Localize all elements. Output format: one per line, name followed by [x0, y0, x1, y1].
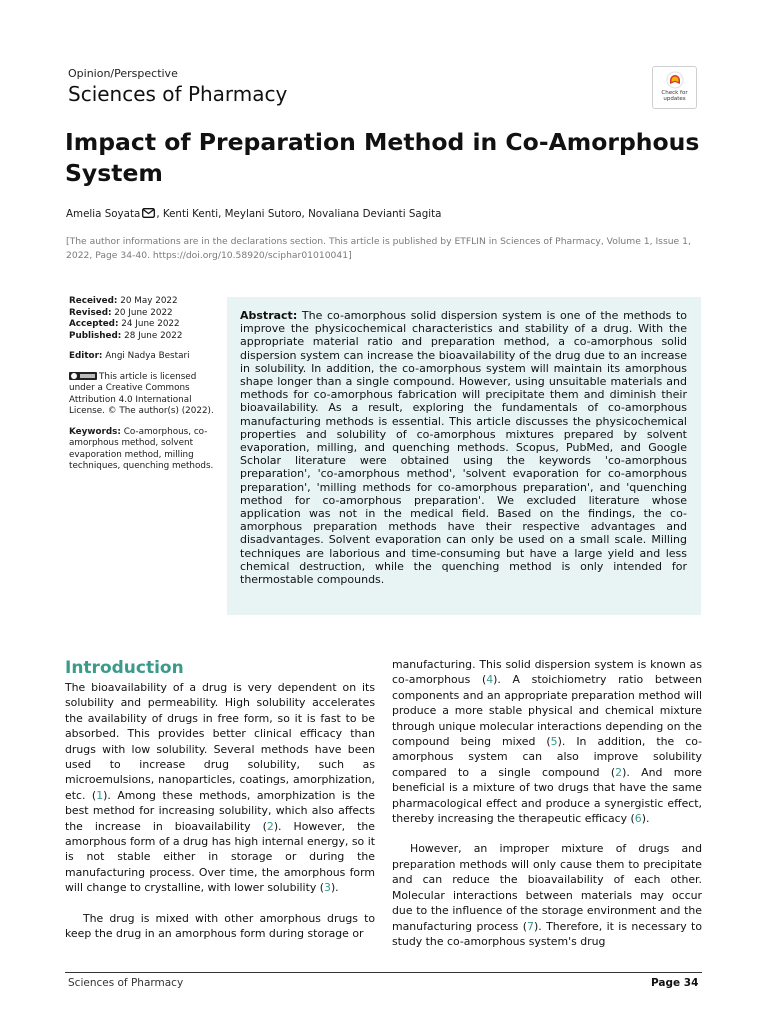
paragraph: The drug is mixed with other amorphous drugs to keep the drug in an amorphous form during storage or	[65, 911, 375, 941]
paragraph: The bioavailability of a drug is very dependent on its solubility and permeability. High solubility accelerates the availability of drugs in free form, so it is fast to be absorbed. This provides better clinical efficacy than drugs with low solubility. Several methods have been used to increase drug solubility, such as microemulsions, nanoparticles, coatings, amorphization, etc. (1). Among these methods, amorphization is the best method for increasing solubility, which also affects the increase in bioavailability (2). However, the amorphous form of a drug has high internal energy, so it is not stable either in storage or during the manufacturing process. Over time, the amorphous form will change to crystalline, with lower solubility (3).	[65, 681, 375, 895]
journal-name: Sciences of Pharmacy	[68, 82, 288, 106]
keywords-block: Keywords: Co-amorphous, co-amorphous method, solvent evaporation method, milling techniques, quenching methods.	[69, 426, 214, 471]
paragraph: However, an improper mixture of drugs and preparation methods will only cause them to precipitate and can reduce the bioavailability of each other. Molecular interactions between materials may occur due to the influence of the storage environment and the manufacturing process (7). Therefore, it is necessary to study the co-amorphous system's drug	[392, 842, 702, 948]
co-authors: , Kenti Kenti, Meylani Sutoro, Novaliana Devianti Sagita	[156, 208, 442, 220]
article-title: Impact of Preparation Method in Co-Amorphous System	[65, 128, 700, 187]
section-heading-introduction: Introduction	[65, 658, 184, 678]
license-block	[69, 372, 221, 418]
footer-divider	[65, 972, 702, 973]
article-sidebar	[69, 296, 221, 482]
footer-journal: Sciences of Pharmacy	[68, 977, 184, 989]
check-for-updates-badge[interactable]	[652, 66, 697, 109]
citation-link[interactable]: 2	[266, 819, 274, 833]
citation-link[interactable]: 2	[615, 765, 623, 779]
check-for-updates-icon	[666, 71, 684, 89]
citation-link[interactable]: 1	[96, 788, 104, 802]
body-column-left	[65, 657, 375, 957]
creative-commons-badge[interactable]	[69, 372, 97, 380]
body-column-right	[392, 657, 702, 964]
abstract-box	[227, 297, 701, 615]
paragraph: manufacturing. This solid dispersion system is known as co-amorphous (4). A stoichiometry ratio between components and an appropriate preparation method will produce a more stable physical and chemical mixture through unique molecular interactions depending on the compound being mixed (5). In addition, the co-amorphous system can also improve solubility compared to a single compound (2). And more beneficial is a mixture of two drugs that have the same pharmacological effect and produce a synergistic effect, thereby increasing the therapeutic efficacy (6).	[392, 658, 703, 826]
citation-link[interactable]: 6	[634, 812, 642, 826]
author-info: [The author informations are in the declarations section. This article is published by ETFLIN in Sciences of Pharmacy, Volume 1, Issue 1, 2022, Page 34-40. https://doi.org/10.58920/sciphar01010041]	[66, 236, 691, 261]
citation-link[interactable]: 3	[324, 881, 331, 895]
citation-link[interactable]: 4	[486, 673, 494, 687]
page-number: Page 34	[651, 977, 699, 989]
citation-link[interactable]: 7	[527, 919, 534, 933]
citation-link[interactable]: 5	[550, 735, 558, 749]
author-list	[66, 208, 441, 221]
license-text: This article is licensed under a Creative Commons Attribution 4.0 International License. © The author(s) (2022).	[69, 371, 214, 416]
abstract-label: Abstract:	[240, 309, 298, 322]
corresponding-author[interactable]: Amelia Soyata	[66, 208, 141, 220]
dates-block: Received: 20 May 2022 Revised: 20 June 2022 Accepted: 24 June 2022 Published: 28 June 2022	[69, 296, 183, 341]
article-type: Opinion/Perspective	[68, 67, 178, 80]
check-for-updates-label: Check for updates	[661, 90, 688, 102]
abstract-text: The co-amorphous solid dispersion system is one of the methods to improve the physicochemical characteristics and stability of a drug. With the appropriate material ratio and preparation method, a co-amorphous solid dispersion system can increase the bioavailability of the drug due to an increase in solubility. In addition, the co-amorphous system will maintain its amorphous shape longer than a single compound. However, using unsuitable materials and methods for co-amorphous fabrication will precipitate them and diminish their bioavailability. As a result, exploring the fundamentals of co-amorphous manufacturing methods is essential. This article discusses the physicochemical properties and solubility of co-amorphous mixtures prepared by solvent evaporation, milling, and quenching methods. Scopus, PubMed, and Google Scholar literature were obtained using the keywords 'co-amorphous preparation', 'co-amorphous method', 'solvent evaporation for co-amorphous preparation', 'milling methods for co-amorphous preparation', and 'quenching method for co-amorphous preparation'. We excluded literature whose application was not in the medical field. Based on the findings, the co-amorphous preparation methods have their respective advantages and disadvantages. Solvent evaporation can only be used on a small scale. Milling techniques are laborious and time-consuming but have a large yield and less chemical destruction, while the quenching method is only intended for thermostable compounds.	[240, 309, 687, 587]
editor-block: Editor: Angi Nadya Bestari	[69, 351, 190, 361]
envelope-icon[interactable]	[142, 208, 155, 221]
